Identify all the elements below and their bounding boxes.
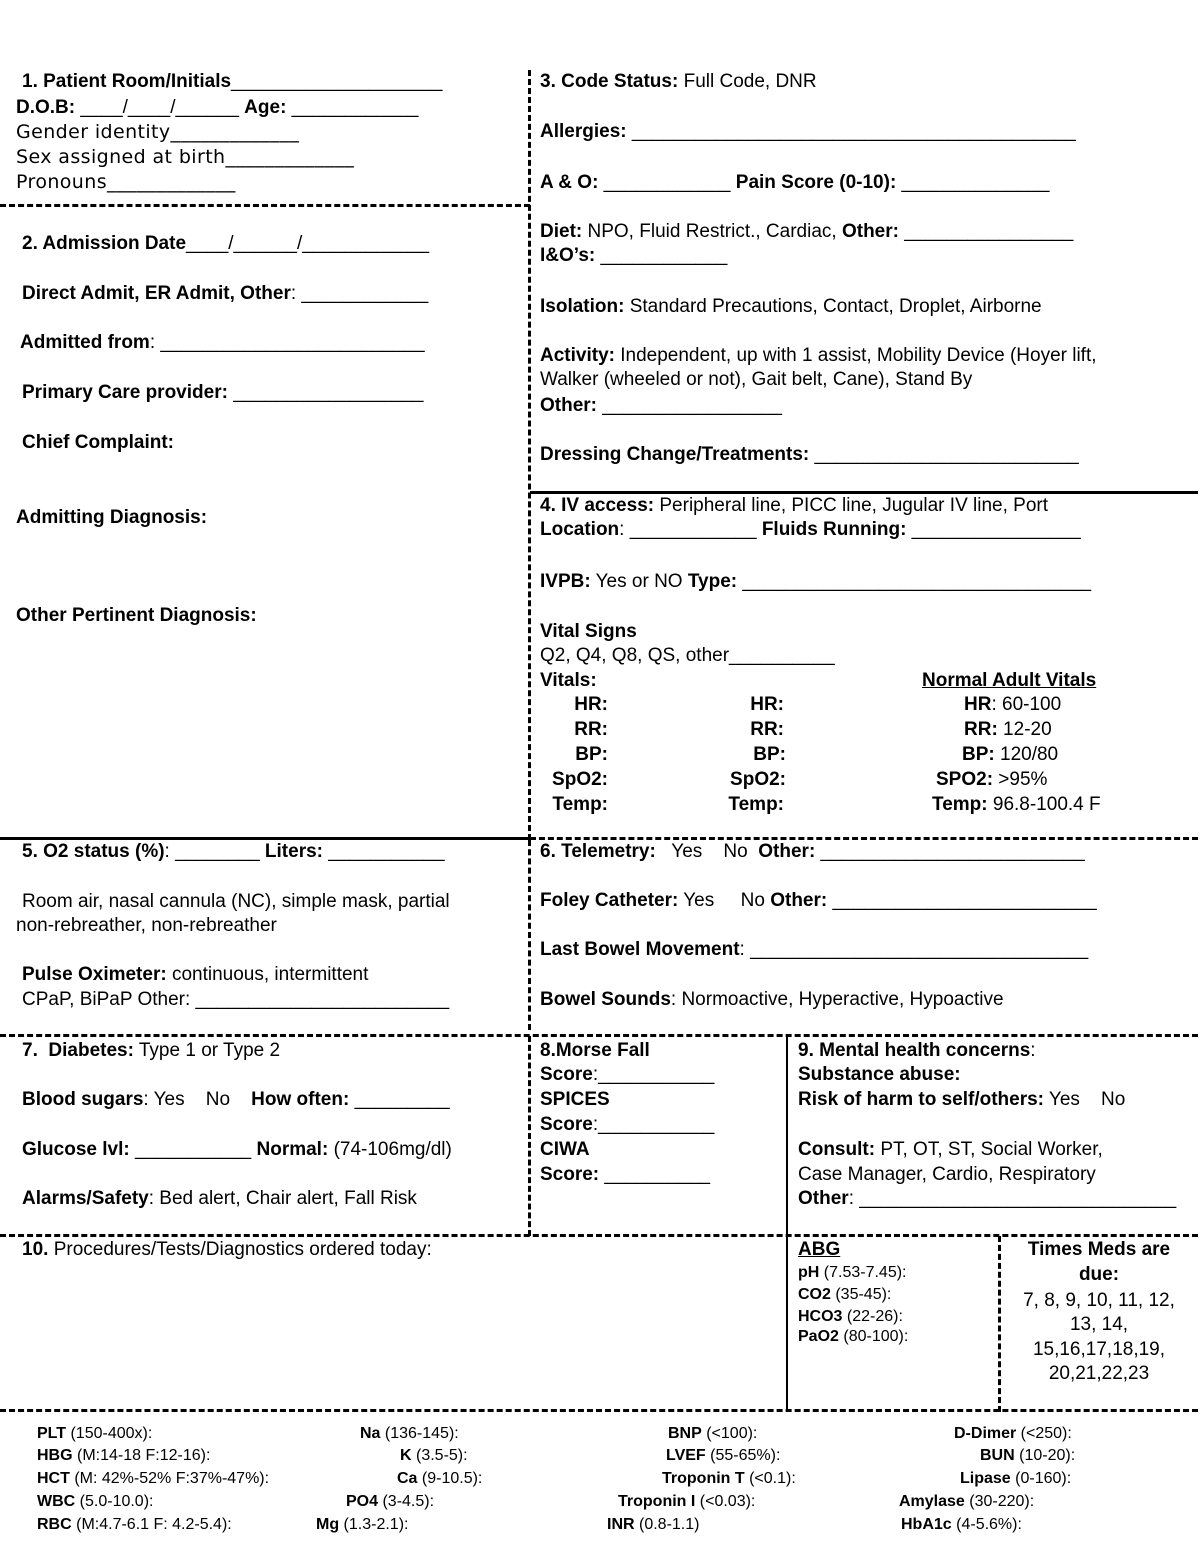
primary-care-row xyxy=(22,381,423,405)
o2-status-field[interactable]: : ________ xyxy=(164,841,265,862)
diet-row xyxy=(540,220,1073,244)
diabetes-options[interactable]: Type 1 or Type 2 xyxy=(133,1040,281,1061)
diet-other-label: Other: xyxy=(841,221,899,242)
abg-hco3-range: (22-26): xyxy=(842,1308,903,1325)
diet-label: Diet: xyxy=(540,221,583,242)
vital-rr-2[interactable]: RR: xyxy=(750,719,784,740)
med-times-line-4[interactable]: 20,21,22,23 xyxy=(1048,1363,1150,1384)
o2-modes-options[interactable]: Room air, nasal cannula (NC), simple mask, partial xyxy=(22,891,450,912)
normal-spo2-label: SPO2: xyxy=(936,769,994,790)
divider-row2-vertical xyxy=(528,840,531,1030)
med-times-line-3[interactable]: 15,16,17,18,19, xyxy=(1032,1339,1166,1360)
io-row xyxy=(540,244,727,268)
spices-score-field[interactable]: :___________ xyxy=(592,1114,715,1135)
normal-spo2 xyxy=(936,768,1047,792)
lab-bnp-range: (<100): xyxy=(701,1425,758,1442)
abg-pao2-label: PaO2 xyxy=(798,1328,839,1345)
allergies-field[interactable]: __________________________________________ xyxy=(626,121,1076,142)
bowel-sounds-row xyxy=(540,988,1004,1012)
normal-temp-label: Temp: xyxy=(932,794,988,815)
ivpb-type-label: Type: xyxy=(687,571,738,592)
o2-modes-options-line2[interactable]: non-rebreather, non-rebreather xyxy=(16,915,277,936)
lab-k-range: (3.5-5): xyxy=(411,1447,468,1464)
lab-d-dimer-label: D-Dimer xyxy=(954,1425,1017,1442)
ao-field[interactable]: ____________ xyxy=(598,172,736,193)
normal-temp xyxy=(932,793,1101,817)
vital-temp-1[interactable]: Temp: xyxy=(552,794,608,815)
normal-temp-value: 96.8-100.4 F xyxy=(987,794,1101,815)
consult-options[interactable]: PT, OT, ST, Social Worker, xyxy=(875,1139,1103,1160)
procedures-label: Procedures/Tests/Diagnostics ordered today: xyxy=(48,1239,432,1260)
code-status-row xyxy=(540,70,817,94)
o2-status-label: 5. O2 status (%) xyxy=(22,841,165,862)
ivpb-type-field[interactable]: _________________________________ xyxy=(737,571,1092,592)
dob-row xyxy=(16,96,419,120)
lab-ca-label: Ca xyxy=(397,1470,418,1487)
bowel-sounds-options[interactable]: : Normoactive, Hyperactive, Hypoactive xyxy=(670,989,1004,1010)
lab-hct-label: HCT xyxy=(37,1470,70,1487)
admitting-diagnosis-label: Admitting Diagnosis: xyxy=(16,507,208,528)
vital-hr-2[interactable]: HR: xyxy=(750,694,784,715)
abg-pao2-range: (80-100): xyxy=(838,1328,909,1345)
normal-rr-label: RR: xyxy=(964,719,998,740)
dob-label: D.O.B: xyxy=(16,97,76,118)
telemetry-row xyxy=(540,840,1085,864)
lab-hba1c-label: HbA1c xyxy=(901,1516,952,1533)
divider-row3-vertical-b xyxy=(786,1036,788,1412)
lab-rbc-label: RBC xyxy=(37,1516,72,1533)
allergies-label: Allergies: xyxy=(540,121,627,142)
ivpb-options[interactable]: Yes or NO xyxy=(590,571,688,592)
lab-plt-label: PLT xyxy=(37,1425,67,1442)
lab-d-dimer[interactable] xyxy=(954,1423,1072,1445)
ao-pain-row xyxy=(540,171,1050,195)
vital-spo2-2[interactable]: SpO2: xyxy=(730,769,786,790)
bowel-movement-label: Last Bowel Movement xyxy=(540,939,740,960)
diabetes-label: 7. Diabetes: xyxy=(22,1040,134,1061)
liters-label: Liters: xyxy=(264,841,323,862)
lab-amylase-range: (30-220): xyxy=(964,1493,1035,1510)
lab-po4-label: PO4 xyxy=(346,1493,379,1510)
vitals-label: Vitals: xyxy=(540,670,597,691)
lab-hct[interactable] xyxy=(37,1468,269,1490)
ciwa-score-label: Score: xyxy=(540,1164,600,1185)
lab-k-label: K xyxy=(400,1447,412,1464)
dressing-label: Dressing Change/Treatments: xyxy=(540,444,810,465)
spices-score-row xyxy=(540,1113,714,1137)
lab-rbc-range: (M:4.7-6.1 F: 4.2-5.4): xyxy=(71,1516,232,1533)
lab-hba1c[interactable] xyxy=(901,1514,1022,1536)
iv-access-row xyxy=(540,494,1048,518)
sex-at-birth-field[interactable]: Sex assigned at birth_____________ xyxy=(16,146,355,168)
morse-score-row xyxy=(540,1063,714,1087)
vital-hr-1[interactable]: HR: xyxy=(574,694,608,715)
risk-harm-row xyxy=(798,1088,1125,1112)
glucose-field[interactable]: ___________ xyxy=(129,1139,257,1160)
lab-mg[interactable] xyxy=(316,1514,408,1536)
admission-date-field[interactable]: ____/______/____________ xyxy=(186,233,430,254)
io-field[interactable]: ____________ xyxy=(595,245,728,266)
ciwa-score-row xyxy=(540,1163,710,1187)
admission-date-label: 2. Admission Date xyxy=(22,233,187,254)
ao-label: A & O: xyxy=(540,172,599,193)
lab-bnp-label: BNP xyxy=(668,1425,702,1442)
divider-meds-vertical xyxy=(998,1236,1001,1412)
lab-ca-range: (9-10.5): xyxy=(417,1470,483,1487)
lab-inr-range: (0.8-1.1) xyxy=(634,1516,700,1533)
abg-ph[interactable] xyxy=(798,1262,906,1284)
vital-bp-1[interactable]: BP: xyxy=(575,744,608,765)
bowel-movement-row xyxy=(540,938,1088,962)
fluids-label: Fluids Running: xyxy=(761,519,907,540)
blood-sugars-options[interactable]: : Yes No xyxy=(143,1089,252,1110)
lab-bun[interactable] xyxy=(980,1445,1075,1467)
lab-k[interactable] xyxy=(400,1445,468,1467)
dressing-row xyxy=(540,443,1079,467)
normal-hr xyxy=(964,693,1061,717)
o2-status-row xyxy=(22,840,445,864)
lab-troponin-t-range: (<0.1): xyxy=(744,1470,796,1487)
foley-other-field[interactable]: _________________________ xyxy=(827,890,1097,911)
divider-row4-top xyxy=(0,1234,1198,1237)
io-label: I&O’s: xyxy=(540,245,596,266)
normal-hr-value: : 60-100 xyxy=(991,694,1062,715)
diet-options[interactable]: NPO, Fluid Restrict., Cardiac, xyxy=(582,221,842,242)
risk-harm-label: Risk of harm to self/others: xyxy=(798,1089,1044,1110)
mental-other-field[interactable]: : ______________________________ xyxy=(848,1188,1177,1209)
abg-hco3-label: HCO3 xyxy=(798,1308,843,1325)
mental-other-row xyxy=(798,1187,1176,1211)
procedures-number: 10. xyxy=(22,1239,49,1260)
mental-health-row xyxy=(798,1039,1036,1063)
glucose-normal-value: (74-106mg/dl) xyxy=(328,1139,452,1160)
abg-co2-range: (35-45): xyxy=(830,1286,892,1303)
lab-bun-range: (10-20): xyxy=(1014,1447,1076,1464)
abg-pao2[interactable] xyxy=(798,1326,908,1348)
pain-score-field[interactable]: ______________ xyxy=(896,172,1050,193)
lab-troponin-t-label: Troponin T xyxy=(662,1470,745,1487)
location-row xyxy=(540,518,1081,542)
lab-rbc[interactable] xyxy=(37,1514,232,1536)
alarms-options[interactable]: : Bed alert, Chair alert, Fall Risk xyxy=(148,1188,417,1209)
divider-labs-top xyxy=(0,1409,1198,1412)
alarms-label: Alarms/Safety xyxy=(22,1188,149,1209)
lab-lipase[interactable] xyxy=(960,1468,1071,1490)
lab-lipase-range: (0-160): xyxy=(1010,1470,1072,1487)
how-often-label: How often: xyxy=(251,1089,350,1110)
alarms-row xyxy=(22,1187,417,1211)
normal-rr-value: 12-20 xyxy=(997,719,1052,740)
pronouns-field[interactable]: Pronouns_____________ xyxy=(16,171,236,193)
telemetry-other-field[interactable]: _________________________ xyxy=(815,841,1085,862)
cpap-bipap-field[interactable]: CPaP, BiPaP Other: ________________________ xyxy=(22,989,450,1010)
consult-label: Consult: xyxy=(798,1139,876,1160)
lab-lvef-label: LVEF xyxy=(666,1447,706,1464)
isolation-row xyxy=(540,295,1042,319)
pulse-ox-label: Pulse Oximeter: xyxy=(22,964,167,985)
iv-access-label: 4. IV access: xyxy=(540,495,655,516)
spices-score-label: Score xyxy=(540,1114,593,1135)
diet-other-field[interactable]: ________________ xyxy=(898,221,1074,242)
divider-row3-vertical-a xyxy=(528,1036,531,1236)
abg-ph-label: pH xyxy=(798,1264,820,1281)
lab-na[interactable] xyxy=(360,1423,459,1445)
pain-score-label: Pain Score (0-10): xyxy=(735,172,897,193)
lab-hbg[interactable] xyxy=(37,1445,210,1467)
room-field[interactable]: ____________________ xyxy=(231,71,443,92)
admit-type-row xyxy=(22,282,428,306)
blood-sugars-row xyxy=(22,1088,450,1112)
telemetry-label: 6. Telemetry: xyxy=(540,841,656,862)
dob-field[interactable]: ____/____/______ xyxy=(75,97,239,118)
divider-row3-top xyxy=(0,1034,1198,1037)
other-diagnosis-label: Other Pertinent Diagnosis: xyxy=(16,605,257,626)
mental-other-label: Other xyxy=(798,1188,849,1209)
admitted-from-label: Admitted from xyxy=(20,332,150,353)
dressing-field[interactable]: _________________________ xyxy=(809,444,1079,465)
room-row xyxy=(22,70,442,94)
lab-lvef-range: (55-65%): xyxy=(705,1447,781,1464)
vital-signs-heading: Vital Signs xyxy=(540,621,637,642)
age-label: Age: xyxy=(244,97,287,118)
telemetry-other-label: Other: xyxy=(758,841,816,862)
isolation-label: Isolation: xyxy=(540,296,625,317)
code-status-options[interactable]: Full Code, DNR xyxy=(678,71,817,92)
mental-health-label: 9. Mental health concerns xyxy=(798,1040,1031,1061)
glucose-label: Glucose lvl: xyxy=(22,1139,130,1160)
lab-wbc-label: WBC xyxy=(37,1493,76,1510)
lab-hct-range: (M: 42%-52% F:37%-47%): xyxy=(69,1470,270,1487)
lab-bnp[interactable] xyxy=(668,1423,757,1445)
ciwa-score-field[interactable]: __________ xyxy=(599,1164,711,1185)
lab-po4[interactable] xyxy=(346,1491,434,1513)
lab-amylase-label: Amylase xyxy=(899,1493,965,1510)
liters-field[interactable]: ___________ xyxy=(323,841,445,862)
code-status-label: 3. Code Status: xyxy=(540,71,679,92)
lab-hba1c-range: (4-5.6%): xyxy=(951,1516,1022,1533)
lab-po4-range: (3-4.5): xyxy=(378,1493,435,1510)
chief-complaint-label: Chief Complaint: xyxy=(22,432,174,453)
procedures-row xyxy=(22,1238,432,1262)
how-often-field[interactable]: _________ xyxy=(349,1089,450,1110)
lab-na-range: (136-145): xyxy=(380,1425,459,1442)
med-times-line-2[interactable]: 13, 14, xyxy=(1069,1314,1129,1335)
admission-date-row xyxy=(22,232,429,256)
lab-inr[interactable] xyxy=(607,1514,699,1536)
iv-access-options[interactable]: Peripheral line, PICC line, Jugular IV line, Port xyxy=(654,495,1049,516)
activity-other-label: Other: xyxy=(540,395,597,416)
divider-s1-bottom xyxy=(0,204,530,207)
normal-bp xyxy=(962,743,1058,767)
pulse-ox-row xyxy=(22,963,368,987)
lab-lvef[interactable] xyxy=(666,1445,780,1467)
vital-temp-2[interactable]: Temp: xyxy=(728,794,784,815)
foley-label: Foley Catheter: xyxy=(540,890,679,911)
lab-plt-range: (150-400x): xyxy=(66,1425,153,1442)
abg-title: ABG xyxy=(798,1239,841,1260)
ivpb-label: IVPB: xyxy=(540,571,591,592)
lab-lipase-label: Lipase xyxy=(960,1470,1011,1487)
lab-hbg-label: HBG xyxy=(37,1447,73,1464)
allergies-row xyxy=(540,120,1076,144)
primary-care-field[interactable]: __________________ xyxy=(227,382,424,403)
bowel-sounds-label: Bowel Sounds xyxy=(540,989,671,1010)
normal-spo2-value: >95% xyxy=(993,769,1048,790)
vital-rr-1[interactable]: RR: xyxy=(574,719,608,740)
morse-score-field[interactable]: :___________ xyxy=(592,1064,715,1085)
med-times-title-line2: due: xyxy=(1078,1264,1120,1285)
vitals-frequency-options[interactable]: Q2, Q4, Q8, QS, other__________ xyxy=(540,645,835,666)
lab-troponin-t[interactable] xyxy=(662,1468,796,1490)
ciwa-label: CIWA xyxy=(540,1139,590,1160)
activity-row xyxy=(540,344,1097,368)
activity-label: Activity: xyxy=(540,345,615,366)
vital-bp-2[interactable]: BP: xyxy=(753,744,786,765)
location-label: Location xyxy=(540,519,620,540)
activity-other-row xyxy=(540,394,782,418)
ivpb-row xyxy=(540,570,1091,594)
lab-na-label: Na xyxy=(360,1425,381,1442)
med-times-line-1[interactable]: 7, 8, 9, 10, 11, 12, xyxy=(1023,1290,1175,1311)
activity-options[interactable]: Independent, up with 1 assist, Mobility Device (Hoyer lift, xyxy=(614,345,1097,366)
lab-amylase[interactable] xyxy=(899,1491,1034,1513)
lab-mg-label: Mg xyxy=(316,1516,340,1533)
admit-type-field[interactable]: : ____________ xyxy=(290,283,429,304)
lab-hbg-range: (M:14-18 F:12-16): xyxy=(72,1447,211,1464)
lab-bun-label: BUN xyxy=(980,1447,1015,1464)
lab-wbc[interactable] xyxy=(37,1491,153,1513)
normal-hr-label: HR xyxy=(964,694,992,715)
foley-options[interactable]: Yes No xyxy=(678,890,771,911)
med-times-title: Times Meds are xyxy=(1027,1239,1171,1260)
consult-options-line2[interactable]: Case Manager, Cardio, Respiratory xyxy=(798,1164,1096,1185)
lab-ca[interactable] xyxy=(397,1468,482,1490)
location-field[interactable]: : ____________ xyxy=(619,519,762,540)
normal-bp-label: BP: xyxy=(962,744,995,765)
bowel-movement-field[interactable]: : ________________________________ xyxy=(739,939,1089,960)
lab-mg-range: (1.3-2.1): xyxy=(339,1516,409,1533)
blood-sugars-label: Blood sugars xyxy=(22,1089,144,1110)
primary-care-label: Primary Care provider: xyxy=(22,382,228,403)
morse-fall-label: 8.Morse Fall xyxy=(540,1040,650,1061)
admitted-from-field[interactable]: : _________________________ xyxy=(149,332,425,353)
abg-co2-label: CO2 xyxy=(798,1286,831,1303)
admitted-from-row xyxy=(20,331,425,355)
morse-score-label: Score xyxy=(540,1064,593,1085)
activity-other-field[interactable]: _________________ xyxy=(597,395,782,416)
vital-spo2-1[interactable]: SpO2: xyxy=(552,769,608,790)
gender-identity-field[interactable]: Gender identity_____________ xyxy=(16,121,300,143)
abg-ph-range: (7.53-7.45): xyxy=(819,1264,907,1281)
normal-vitals-title: Normal Adult Vitals xyxy=(922,670,1097,691)
glucose-normal-label: Normal: xyxy=(256,1139,329,1160)
consult-row xyxy=(798,1138,1103,1162)
lab-d-dimer-range: (<250): xyxy=(1016,1425,1072,1442)
lab-troponin-i[interactable] xyxy=(618,1491,755,1513)
lab-troponin-i-range: (<0.03): xyxy=(695,1493,756,1510)
pulse-ox-options[interactable]: continuous, intermittent xyxy=(166,964,369,985)
lab-troponin-i-label: Troponin I xyxy=(618,1493,696,1510)
age-field[interactable]: ____________ xyxy=(286,97,419,118)
abg-hco3[interactable] xyxy=(798,1306,903,1328)
foley-row xyxy=(540,889,1097,913)
foley-other-label: Other: xyxy=(770,890,828,911)
diabetes-row xyxy=(22,1039,280,1063)
normal-bp-value: 120/80 xyxy=(994,744,1059,765)
lab-inr-label: INR xyxy=(607,1516,635,1533)
glucose-row xyxy=(22,1138,452,1162)
activity-options-line2[interactable]: Walker (wheeled or not), Gait belt, Cane), Stand By xyxy=(540,369,973,390)
room-label: 1. Patient Room/Initials xyxy=(22,71,232,92)
fluids-field[interactable]: ________________ xyxy=(906,519,1081,540)
isolation-options[interactable]: Standard Precautions, Contact, Droplet, Airborne xyxy=(624,296,1042,317)
risk-harm-options[interactable]: Yes No xyxy=(1044,1089,1126,1110)
abg-co2[interactable] xyxy=(798,1284,891,1306)
admit-type-label: Direct Admit, ER Admit, Other xyxy=(22,283,291,304)
normal-rr xyxy=(964,718,1052,742)
lab-plt[interactable] xyxy=(37,1423,152,1445)
mental-health-colon: : xyxy=(1030,1040,1036,1061)
substance-abuse-label[interactable]: Substance abuse: xyxy=(798,1064,961,1085)
telemetry-options[interactable]: Yes No xyxy=(655,841,759,862)
spices-label: SPICES xyxy=(540,1089,610,1110)
lab-wbc-range: (5.0-10.0): xyxy=(75,1493,154,1510)
